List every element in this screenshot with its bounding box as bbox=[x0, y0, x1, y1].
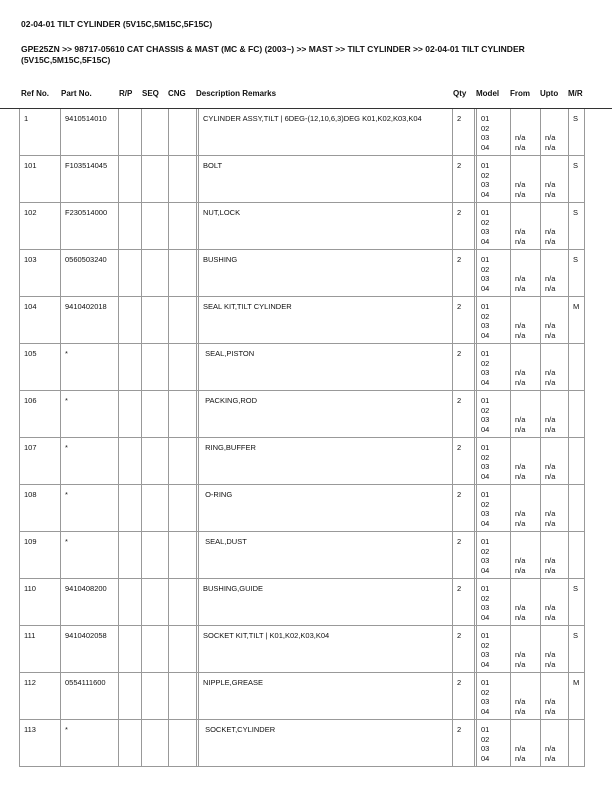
from-value: n/a bbox=[515, 462, 526, 472]
upto-cell bbox=[540, 250, 568, 296]
mr-code: S bbox=[568, 109, 585, 155]
from-cell bbox=[510, 438, 540, 484]
col-cng: CNG bbox=[168, 89, 186, 98]
upto-value: n/a bbox=[545, 330, 556, 340]
mr-code bbox=[568, 720, 585, 766]
page-title: 02-04-01 TILT CYLINDER (5V15C,5M15C,5F15C) bbox=[21, 19, 213, 29]
from-value: n/a bbox=[515, 565, 526, 575]
part-no: 9410514010 bbox=[60, 109, 118, 155]
seq-cell bbox=[141, 203, 168, 249]
rp-cell bbox=[118, 250, 141, 296]
col-seq: SEQ bbox=[142, 89, 159, 98]
part-no: 9410408200 bbox=[60, 579, 118, 625]
upto-value: n/a bbox=[545, 518, 556, 528]
upto-value: n/a bbox=[545, 415, 556, 425]
description: BOLT bbox=[196, 156, 452, 202]
upto-cell bbox=[540, 203, 568, 249]
table-header bbox=[0, 89, 612, 101]
upto-value: n/a bbox=[545, 133, 556, 143]
model-code: 01 bbox=[481, 631, 490, 640]
rp-cell bbox=[118, 109, 141, 155]
from-cell bbox=[510, 109, 540, 155]
table-row bbox=[19, 626, 585, 673]
rp-cell bbox=[118, 720, 141, 766]
model-code: 02 bbox=[481, 452, 490, 462]
upto-value: n/a bbox=[545, 706, 556, 716]
model-code: 02 bbox=[481, 311, 490, 321]
seq-cell bbox=[141, 579, 168, 625]
model-code: 04 bbox=[481, 518, 490, 528]
description: O-RING bbox=[196, 485, 452, 531]
part-no: * bbox=[60, 391, 118, 437]
model-code: 03 bbox=[481, 274, 490, 284]
models bbox=[474, 156, 510, 202]
ref-no: 110 bbox=[19, 579, 60, 625]
qty: 2 bbox=[452, 344, 474, 390]
col-rp: R/P bbox=[119, 89, 133, 98]
breadcrumb: GPE25ZN >> 98717-05610 CAT CHASSIS & MAST (MC & FC) (2003~) >> MAST >> TILT CYLINDER >> 02-04-01 TILT CYLINDER (5V15C,5M15C,5F15C) bbox=[21, 44, 525, 65]
mr-code: S bbox=[568, 626, 585, 672]
from-value: n/a bbox=[515, 180, 526, 190]
cng-cell bbox=[168, 673, 196, 719]
upto-value: n/a bbox=[545, 283, 556, 293]
cng-cell bbox=[168, 485, 196, 531]
col-model: Model bbox=[476, 89, 500, 98]
from-value: n/a bbox=[515, 274, 526, 284]
cng-cell bbox=[168, 579, 196, 625]
from-cell bbox=[510, 250, 540, 296]
model-code: 04 bbox=[481, 283, 490, 293]
upto-value: n/a bbox=[545, 509, 556, 519]
ref-no: 102 bbox=[19, 203, 60, 249]
model-code: 03 bbox=[481, 556, 490, 566]
models bbox=[474, 626, 510, 672]
from-value: n/a bbox=[515, 706, 526, 716]
rp-cell bbox=[118, 203, 141, 249]
qty: 2 bbox=[452, 485, 474, 531]
table-row bbox=[19, 109, 585, 156]
model-code: 03 bbox=[481, 462, 490, 472]
models bbox=[474, 250, 510, 296]
model-code: 04 bbox=[481, 236, 490, 246]
from-value: n/a bbox=[515, 377, 526, 387]
seq-cell bbox=[141, 250, 168, 296]
description: BUSHING,GUIDE bbox=[196, 579, 452, 625]
model-code: 04 bbox=[481, 142, 490, 152]
cng-cell bbox=[168, 109, 196, 155]
from-value: n/a bbox=[515, 142, 526, 152]
from-value: n/a bbox=[515, 227, 526, 237]
models bbox=[474, 297, 510, 343]
cng-cell bbox=[168, 438, 196, 484]
model-code: 03 bbox=[481, 650, 490, 660]
upto-value: n/a bbox=[545, 424, 556, 434]
rp-cell bbox=[118, 438, 141, 484]
model-code: 01 bbox=[481, 678, 490, 687]
model-code: 04 bbox=[481, 471, 490, 481]
from-cell bbox=[510, 532, 540, 578]
upto-value: n/a bbox=[545, 659, 556, 669]
seq-cell bbox=[141, 156, 168, 202]
model-code: 03 bbox=[481, 415, 490, 425]
upto-cell bbox=[540, 438, 568, 484]
from-cell bbox=[510, 626, 540, 672]
qty: 2 bbox=[452, 156, 474, 202]
model-code: 02 bbox=[481, 734, 490, 744]
upto-cell bbox=[540, 485, 568, 531]
model-code: 02 bbox=[481, 499, 490, 509]
model-code: 01 bbox=[481, 490, 490, 499]
rp-cell bbox=[118, 485, 141, 531]
upto-value: n/a bbox=[545, 142, 556, 152]
upto-cell bbox=[540, 109, 568, 155]
mr-code: M bbox=[568, 297, 585, 343]
description: SEAL,DUST bbox=[196, 532, 452, 578]
from-value: n/a bbox=[515, 424, 526, 434]
part-no: F103514045 bbox=[60, 156, 118, 202]
ref-no: 111 bbox=[19, 626, 60, 672]
from-value: n/a bbox=[515, 236, 526, 246]
mr-code bbox=[568, 532, 585, 578]
upto-cell bbox=[540, 673, 568, 719]
from-value: n/a bbox=[515, 189, 526, 199]
from-value: n/a bbox=[515, 556, 526, 566]
model-code: 01 bbox=[481, 208, 490, 217]
ref-no: 104 bbox=[19, 297, 60, 343]
upto-value: n/a bbox=[545, 697, 556, 707]
model-code: 03 bbox=[481, 509, 490, 519]
from-value: n/a bbox=[515, 330, 526, 340]
from-cell bbox=[510, 156, 540, 202]
cng-cell bbox=[168, 626, 196, 672]
mr-code: S bbox=[568, 579, 585, 625]
from-cell bbox=[510, 673, 540, 719]
rp-cell bbox=[118, 156, 141, 202]
upto-cell bbox=[540, 297, 568, 343]
col-ref: Ref No. bbox=[21, 89, 49, 98]
model-code: 02 bbox=[481, 640, 490, 650]
models bbox=[474, 391, 510, 437]
from-cell bbox=[510, 203, 540, 249]
upto-cell bbox=[540, 579, 568, 625]
ref-no: 105 bbox=[19, 344, 60, 390]
mr-code bbox=[568, 391, 585, 437]
table-row bbox=[19, 344, 585, 391]
part-no: * bbox=[60, 485, 118, 531]
models bbox=[474, 344, 510, 390]
upto-value: n/a bbox=[545, 321, 556, 331]
qty: 2 bbox=[452, 391, 474, 437]
models bbox=[474, 485, 510, 531]
seq-cell bbox=[141, 626, 168, 672]
cng-cell bbox=[168, 156, 196, 202]
mr-code: S bbox=[568, 156, 585, 202]
from-value: n/a bbox=[515, 321, 526, 331]
qty: 2 bbox=[452, 720, 474, 766]
ref-no: 106 bbox=[19, 391, 60, 437]
part-no: 0554111600 bbox=[60, 673, 118, 719]
model-code: 03 bbox=[481, 321, 490, 331]
upto-cell bbox=[540, 626, 568, 672]
ref-no: 113 bbox=[19, 720, 60, 766]
table-row bbox=[19, 250, 585, 297]
from-value: n/a bbox=[515, 368, 526, 378]
description: SEAL KIT,TILT CYLINDER bbox=[196, 297, 452, 343]
from-value: n/a bbox=[515, 603, 526, 613]
from-value: n/a bbox=[515, 415, 526, 425]
model-code: 03 bbox=[481, 744, 490, 754]
from-value: n/a bbox=[515, 650, 526, 660]
table-row bbox=[19, 485, 585, 532]
upto-value: n/a bbox=[545, 744, 556, 754]
table-row bbox=[19, 156, 585, 203]
rp-cell bbox=[118, 579, 141, 625]
upto-value: n/a bbox=[545, 236, 556, 246]
cng-cell bbox=[168, 532, 196, 578]
rp-cell bbox=[118, 626, 141, 672]
ref-no: 103 bbox=[19, 250, 60, 296]
model-code: 01 bbox=[481, 725, 490, 734]
model-code: 03 bbox=[481, 697, 490, 707]
description: SOCKET KIT,TILT | K01,K02,K03,K04 bbox=[196, 626, 452, 672]
model-code: 04 bbox=[481, 424, 490, 434]
mr-code: S bbox=[568, 250, 585, 296]
col-qty: Qty bbox=[453, 89, 467, 98]
upto-cell bbox=[540, 156, 568, 202]
model-code: 02 bbox=[481, 217, 490, 227]
mr-code bbox=[568, 344, 585, 390]
seq-cell bbox=[141, 673, 168, 719]
model-code: 02 bbox=[481, 405, 490, 415]
model-code: 04 bbox=[481, 612, 490, 622]
seq-cell bbox=[141, 485, 168, 531]
cng-cell bbox=[168, 344, 196, 390]
part-no: 0560503240 bbox=[60, 250, 118, 296]
models bbox=[474, 532, 510, 578]
table-row bbox=[19, 579, 585, 626]
model-code: 01 bbox=[481, 255, 490, 264]
cng-cell bbox=[168, 391, 196, 437]
table-row bbox=[19, 438, 585, 485]
model-code: 03 bbox=[481, 227, 490, 237]
model-code: 03 bbox=[481, 180, 490, 190]
cng-cell bbox=[168, 203, 196, 249]
col-part: Part No. bbox=[61, 89, 92, 98]
mr-code: M bbox=[568, 673, 585, 719]
model-code: 01 bbox=[481, 396, 490, 405]
table-row bbox=[19, 673, 585, 720]
col-desc: Description Remarks bbox=[196, 89, 277, 98]
models bbox=[474, 579, 510, 625]
upto-value: n/a bbox=[545, 471, 556, 481]
models bbox=[474, 720, 510, 766]
model-code: 04 bbox=[481, 706, 490, 716]
models bbox=[474, 438, 510, 484]
description: NIPPLE,GREASE bbox=[196, 673, 452, 719]
from-cell bbox=[510, 344, 540, 390]
upto-value: n/a bbox=[545, 368, 556, 378]
description: RING,BUFFER bbox=[196, 438, 452, 484]
upto-value: n/a bbox=[545, 603, 556, 613]
rp-cell bbox=[118, 297, 141, 343]
model-code: 04 bbox=[481, 330, 490, 340]
cng-cell bbox=[168, 720, 196, 766]
upto-value: n/a bbox=[545, 556, 556, 566]
upto-cell bbox=[540, 344, 568, 390]
model-code: 02 bbox=[481, 546, 490, 556]
table-row bbox=[19, 297, 585, 344]
description: SOCKET,CYLINDER bbox=[196, 720, 452, 766]
upto-value: n/a bbox=[545, 650, 556, 660]
from-value: n/a bbox=[515, 283, 526, 293]
model-code: 04 bbox=[481, 565, 490, 575]
col-mr: M/R bbox=[568, 89, 583, 98]
upto-value: n/a bbox=[545, 753, 556, 763]
ref-no: 108 bbox=[19, 485, 60, 531]
model-code: 03 bbox=[481, 603, 490, 613]
model-code: 02 bbox=[481, 264, 490, 274]
from-value: n/a bbox=[515, 659, 526, 669]
model-code: 02 bbox=[481, 170, 490, 180]
models bbox=[474, 109, 510, 155]
rp-cell bbox=[118, 344, 141, 390]
qty: 2 bbox=[452, 673, 474, 719]
mr-code: S bbox=[568, 203, 585, 249]
seq-cell bbox=[141, 438, 168, 484]
upto-value: n/a bbox=[545, 189, 556, 199]
model-code: 01 bbox=[481, 302, 490, 311]
seq-cell bbox=[141, 297, 168, 343]
model-code: 02 bbox=[481, 593, 490, 603]
from-cell bbox=[510, 391, 540, 437]
description: NUT,LOCK bbox=[196, 203, 452, 249]
upto-value: n/a bbox=[545, 377, 556, 387]
description: CYLINDER ASSY,TILT | 6DEG-(12,10,6,3)DEG K01,K02,K03,K04 bbox=[196, 109, 452, 155]
qty: 2 bbox=[452, 203, 474, 249]
upto-cell bbox=[540, 720, 568, 766]
table-row bbox=[19, 532, 585, 579]
model-code: 01 bbox=[481, 114, 490, 123]
mr-code bbox=[568, 438, 585, 484]
model-code: 01 bbox=[481, 161, 490, 170]
from-value: n/a bbox=[515, 133, 526, 143]
table-row bbox=[19, 203, 585, 250]
models bbox=[474, 673, 510, 719]
qty: 2 bbox=[452, 532, 474, 578]
from-value: n/a bbox=[515, 509, 526, 519]
part-no: * bbox=[60, 438, 118, 484]
qty: 2 bbox=[452, 579, 474, 625]
qty: 2 bbox=[452, 250, 474, 296]
description: SEAL,PISTON bbox=[196, 344, 452, 390]
upto-cell bbox=[540, 391, 568, 437]
rp-cell bbox=[118, 391, 141, 437]
model-code: 01 bbox=[481, 349, 490, 358]
model-code: 03 bbox=[481, 368, 490, 378]
table-row bbox=[19, 391, 585, 438]
from-cell bbox=[510, 579, 540, 625]
qty: 2 bbox=[452, 626, 474, 672]
model-code: 02 bbox=[481, 358, 490, 368]
model-code: 04 bbox=[481, 377, 490, 387]
ref-no: 101 bbox=[19, 156, 60, 202]
ref-no: 107 bbox=[19, 438, 60, 484]
model-code: 04 bbox=[481, 189, 490, 199]
part-no: * bbox=[60, 532, 118, 578]
ref-no: 112 bbox=[19, 673, 60, 719]
seq-cell bbox=[141, 109, 168, 155]
part-no: F230514000 bbox=[60, 203, 118, 249]
from-value: n/a bbox=[515, 471, 526, 481]
seq-cell bbox=[141, 391, 168, 437]
cng-cell bbox=[168, 250, 196, 296]
table-row bbox=[19, 720, 585, 767]
from-cell bbox=[510, 297, 540, 343]
qty: 2 bbox=[452, 297, 474, 343]
model-code: 04 bbox=[481, 753, 490, 763]
seq-cell bbox=[141, 344, 168, 390]
col-upto: Upto bbox=[540, 89, 559, 98]
model-code: 01 bbox=[481, 443, 490, 452]
part-no: * bbox=[60, 720, 118, 766]
seq-cell bbox=[141, 532, 168, 578]
from-cell bbox=[510, 720, 540, 766]
upto-value: n/a bbox=[545, 227, 556, 237]
models bbox=[474, 203, 510, 249]
col-from: From bbox=[510, 89, 530, 98]
part-no: * bbox=[60, 344, 118, 390]
qty: 2 bbox=[452, 438, 474, 484]
ref-no: 1 bbox=[19, 109, 60, 155]
part-no: 9410402058 bbox=[60, 626, 118, 672]
description: BUSHING bbox=[196, 250, 452, 296]
model-code: 04 bbox=[481, 659, 490, 669]
model-code: 02 bbox=[481, 687, 490, 697]
upto-value: n/a bbox=[545, 565, 556, 575]
from-cell bbox=[510, 485, 540, 531]
model-code: 03 bbox=[481, 133, 490, 143]
from-value: n/a bbox=[515, 753, 526, 763]
qty: 2 bbox=[452, 109, 474, 155]
rp-cell bbox=[118, 673, 141, 719]
upto-value: n/a bbox=[545, 462, 556, 472]
parts-table bbox=[19, 109, 585, 768]
cng-cell bbox=[168, 297, 196, 343]
description: PACKING,ROD bbox=[196, 391, 452, 437]
upto-value: n/a bbox=[545, 612, 556, 622]
upto-value: n/a bbox=[545, 180, 556, 190]
model-code: 01 bbox=[481, 584, 490, 593]
ref-no: 109 bbox=[19, 532, 60, 578]
upto-value: n/a bbox=[545, 274, 556, 284]
rp-cell bbox=[118, 532, 141, 578]
from-value: n/a bbox=[515, 697, 526, 707]
from-value: n/a bbox=[515, 744, 526, 754]
part-no: 9410402018 bbox=[60, 297, 118, 343]
model-code: 01 bbox=[481, 537, 490, 546]
mr-code bbox=[568, 485, 585, 531]
from-value: n/a bbox=[515, 518, 526, 528]
seq-cell bbox=[141, 720, 168, 766]
from-value: n/a bbox=[515, 612, 526, 622]
model-code: 02 bbox=[481, 123, 490, 133]
upto-cell bbox=[540, 532, 568, 578]
